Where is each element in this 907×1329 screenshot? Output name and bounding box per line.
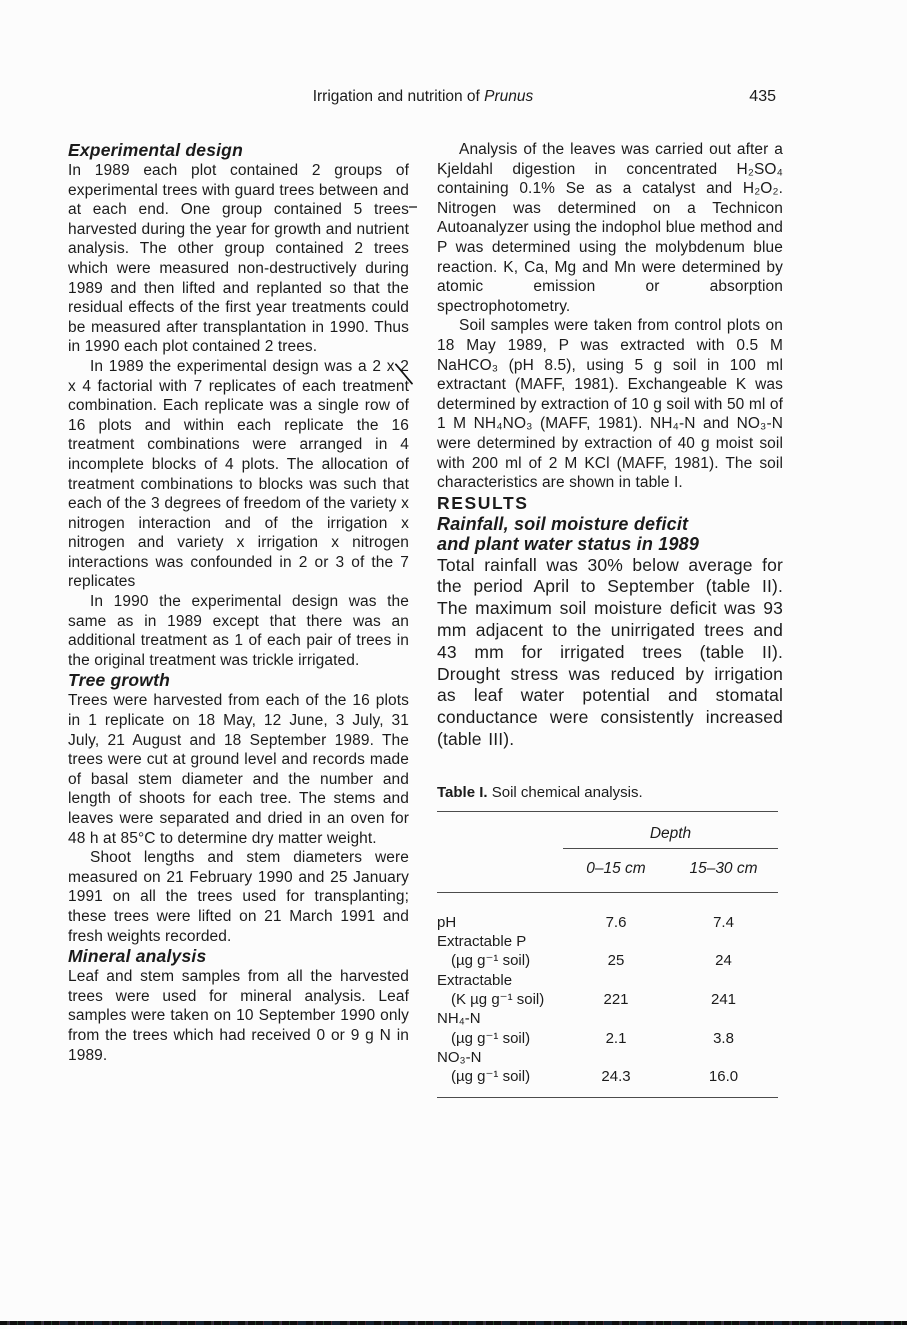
table-row <box>437 1029 778 1048</box>
table-depth-header: Depth <box>649 824 692 842</box>
paragraph-leaf-analysis: Analysis of the leaves was carried out after a Kjeldahl digestion in concentrated H₂SO₄ containing 0.1% Se as a catalyst and H₂O₂. Nitrogen was determined on a Technicon Autoanalyzer using the indophol blue method and P was determined using the molybdenum blue reaction. K, Ca, Mg and Mn were determined by atomic emission or absorption spectrophotometry. <box>437 141 783 315</box>
paragraph-rainfall: Total rainfall was 30% below average for the period April to September (table II). The maximum soil moisture deficit was 93 mm adjacent to the unirrigated trees and 43 mm for irrigated trees (table II). Drought stress was reduced by irrigation as leaf water potential and stomatal conductance were consistently increased (table III). <box>437 554 783 750</box>
table-row <box>437 932 778 951</box>
cell-value: 7.6 <box>605 913 627 931</box>
margin-dash-artifact <box>409 206 417 208</box>
row-label: Extractable P <box>437 933 527 951</box>
column-header-0-15: 0–15 cm <box>586 859 646 877</box>
table-caption-label: Table I. <box>437 783 488 801</box>
paragraph-soil-samples: Soil samples were taken from control plots on 18 May 1989, P was extracted with 0.5 M NaHCO₃ (pH 8.5), using 5 g soil in 100 ml extractant (MAFF, 1981). Exchangeable K was determined by extraction of 10 g soil with 50 ml of 1 M NH₄NO₃ (MAFF, 1981). NH₄-N and NO₃-N were determined by extraction of 40 g moist soil with 200 ml of 2 M KCl (MAFF, 1981). The soil characteristics are shown in table I. <box>437 317 783 492</box>
table-caption <box>437 783 778 802</box>
cell-value: 221 <box>603 991 629 1009</box>
table-row <box>437 913 778 932</box>
column-header-15-30: 15–30 cm <box>689 859 758 877</box>
cell-value: 7.4 <box>713 913 734 931</box>
row-unit: (µg g⁻¹ soil) <box>451 952 531 970</box>
table-caption-text: Soil chemical analysis. <box>491 783 643 801</box>
paragraph-experimental-design-2: In 1989 the experimental design was a 2 x 2 x 4 factorial with 7 replicates of each treatment combination. Each replicate was a single row of 16 plots and within each replicate the 16 treatment combinations were arranged in 4 incomplete blocks of 4 plots. The allocation of treatment combinations to blocks was such that each of the 3 degrees of freedom of the variety x nitrogen interaction and of the irrigation x nitrogen and variety x irrigation x nitrogen interactions was confounded in 2 or 3 of the 7 replicates <box>68 357 409 591</box>
running-title <box>313 88 534 106</box>
scan-edge-artifact <box>0 1321 907 1325</box>
heading-rainfall-subsection <box>437 514 783 555</box>
heading-results: RESULTS <box>437 492 529 513</box>
cell-value: 24 <box>715 952 732 970</box>
row-label: pH <box>437 913 457 931</box>
table-corner-cell <box>437 860 563 878</box>
row-unit: (K µg g⁻¹ soil) <box>451 991 545 1009</box>
heading-experimental-design: Experimental design <box>68 140 243 160</box>
subheading-line-1: Rainfall, soil moisture deficit <box>437 513 689 534</box>
running-header <box>68 88 778 106</box>
table-soil-chemical-analysis <box>437 783 778 1098</box>
row-unit: (µg g⁻¹ soil) <box>451 1029 531 1047</box>
running-title-text: Irrigation and nutrition of <box>312 88 485 105</box>
cell-value: 24.3 <box>601 1068 631 1086</box>
left-column <box>68 140 409 1065</box>
row-label: NH₄-N <box>437 1010 481 1028</box>
table-row <box>437 951 778 970</box>
table-row <box>437 1067 778 1086</box>
cell-value: 2.1 <box>605 1029 627 1047</box>
cell-value: 25 <box>607 952 625 970</box>
subheading-line-2: and plant water status in 1989 <box>437 534 700 555</box>
table-rule-bottom <box>437 1097 778 1098</box>
table-row <box>437 971 778 990</box>
paragraph-mineral-analysis-1: Leaf and stem samples from all the harvested trees were used for mineral analysis. Leaf samples were taken on 10 September 1990 only from the trees which had received 0 or 9 g N in 1989. <box>68 968 409 1064</box>
right-column <box>437 140 783 1098</box>
page-number: 435 <box>749 88 776 105</box>
paragraph-tree-growth-2: Shoot lengths and stem diameters were measured on 21 February 1990 and 25 January 1991 on all the trees used for transplanting; these trees were lifted on 21 March 1991 and fresh weights recorded. <box>68 849 409 945</box>
row-unit: (µg g⁻¹ soil) <box>451 1068 531 1086</box>
paragraph-experimental-design-1: In 1989 each plot contained 2 groups of experimental trees with guard trees between and at each end. One group contained 5 trees harvested during the year for growth and nutrient analysis. The other group contained 2 trees which were measured non-destructively during 1989 and then lifted and replanted so that the residual effects of the first year treatments could be measured after transplantation in 1990. Thus in 1990 each plot contained 2 trees. <box>68 162 409 356</box>
paragraph-experimental-design-3: In 1990 the experimental design was the same as in 1989 except that there was an additional treatment as 1 of each pair of trees in the original treatment was trickle irrigated. <box>68 593 409 669</box>
cell-value: 241 <box>710 991 737 1009</box>
table-body <box>437 893 778 1097</box>
cell-value: 3.8 <box>713 1029 734 1047</box>
table-row <box>437 1009 778 1028</box>
table-row <box>437 990 778 1009</box>
table-row <box>437 1048 778 1067</box>
heading-tree-growth: Tree growth <box>68 670 171 691</box>
heading-mineral-analysis: Mineral analysis <box>68 946 207 967</box>
cell-value: 16.0 <box>708 1068 739 1086</box>
row-label: Extractable <box>437 971 513 989</box>
paragraph-tree-growth-1: Trees were harvested from each of the 16 plots in 1 replicate on 18 May, 12 June, 3 July, 31 July, 21 August and 18 September 1989. The trees were cut at ground level and records made of basal stem diameter and the number and length of shoots for each tree. The stems and leaves were separated and dried in an oven for 48 h at 85°C to determine dry matter weight. <box>68 692 409 847</box>
row-label: NO₃-N <box>437 1048 482 1066</box>
running-title-species: Prunus <box>484 88 534 105</box>
table-column-headers <box>437 849 778 892</box>
